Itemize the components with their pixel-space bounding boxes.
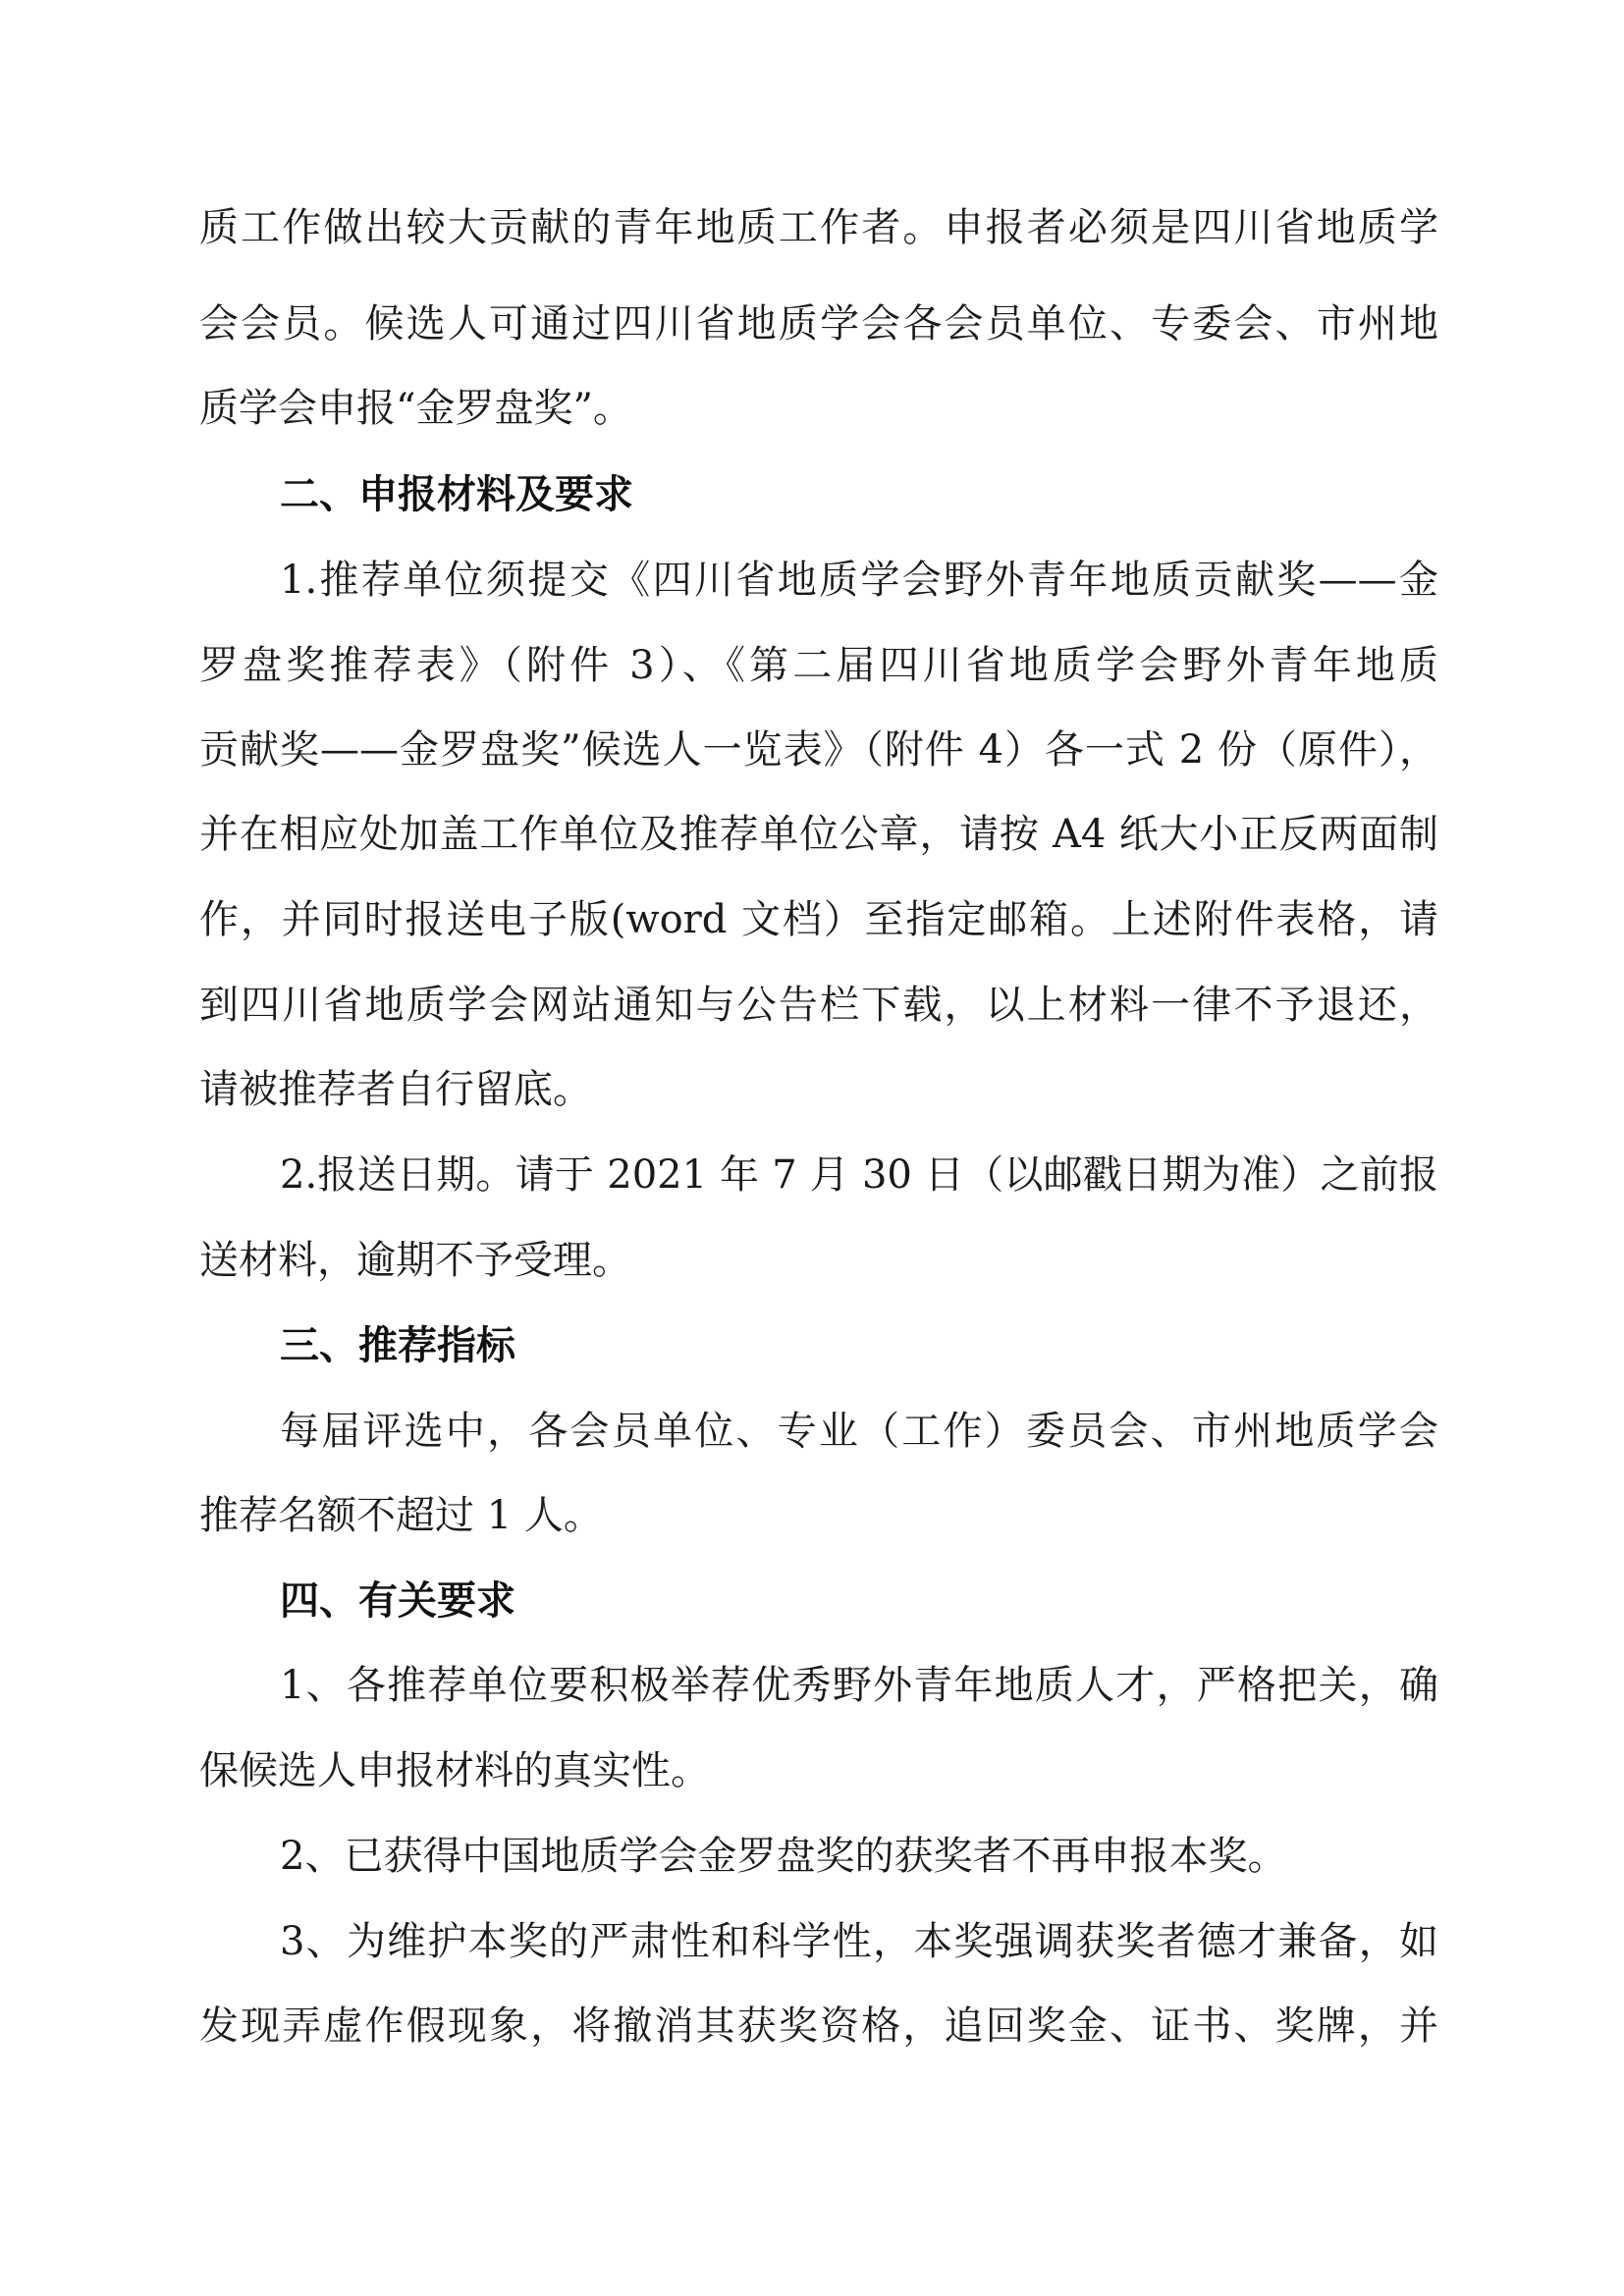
paragraph-line: 1、各推荐单位要积极举荐优秀野外青年地质人才，严格把关，确 [280,1663,1438,1708]
section-heading: 四、有关要求 [280,1578,515,1624]
paragraph-line: 送材料，逾期不予受理。 [199,1238,631,1283]
intro-line: 质学会申报“金罗盘奖”。 [199,386,632,431]
paragraph-line: 贡献奖——金罗盘奖”候选人一览表》（附件 4）各一式 2 份（原件）， [199,727,1438,773]
section-heading: 二、申报材料及要求 [280,472,633,517]
paragraph-line: 2.报送日期。请于 2021 年 7 月 30 日（以邮戳日期为准）之前报 [280,1152,1438,1198]
paragraph-line: 1.推荐单位须提交《四川省地质学会野外青年地质贡献奖——金 [280,558,1438,603]
paragraph-line: 推荐名额不超过 1 人。 [199,1493,603,1538]
section-heading: 三、推荐指标 [280,1323,515,1368]
paragraph-line: 作，并同时报送电子版(word 文档）至指定邮箱。上述附件表格，请 [199,897,1438,942]
paragraph-line: 到四川省地质学会网站通知与公告栏下载，以上材料一律不予退还， [199,983,1438,1028]
paragraph-line: 罗盘奖推荐表》（附件 3）、《第二届四川省地质学会野外青年地质 [199,643,1438,688]
paragraph-line: 2、已获得中国地质学会金罗盘奖的获奖者不再申报本奖。 [280,1834,1287,1879]
intro-line: 会会员。候选人可通过四川省地质学会各会员单位、专委会、市州地 [199,301,1438,347]
paragraph-line: 保候选人申报材料的真实性。 [199,1748,710,1793]
paragraph-line: 发现弄虚作假现象，将撤消其获奖资格，追回奖金、证书、奖牌，并 [199,2003,1438,2049]
paragraph-line: 并在相应处加盖工作单位及推荐单位公章，请按 A4 纸大小正反两面制 [199,812,1438,857]
paragraph-line: 请被推荐者自行留底。 [199,1067,592,1112]
intro-line: 质工作做出较大贡献的青年地质工作者。申报者必须是四川省地质学 [199,205,1438,250]
paragraph-line: 每届评选中，各会员单位、专业（工作）委员会、市州地质学会 [280,1409,1438,1454]
paragraph-line: 3、为维护本奖的严肃性和科学性，本奖强调获奖者德才兼备，如 [280,1919,1438,1964]
